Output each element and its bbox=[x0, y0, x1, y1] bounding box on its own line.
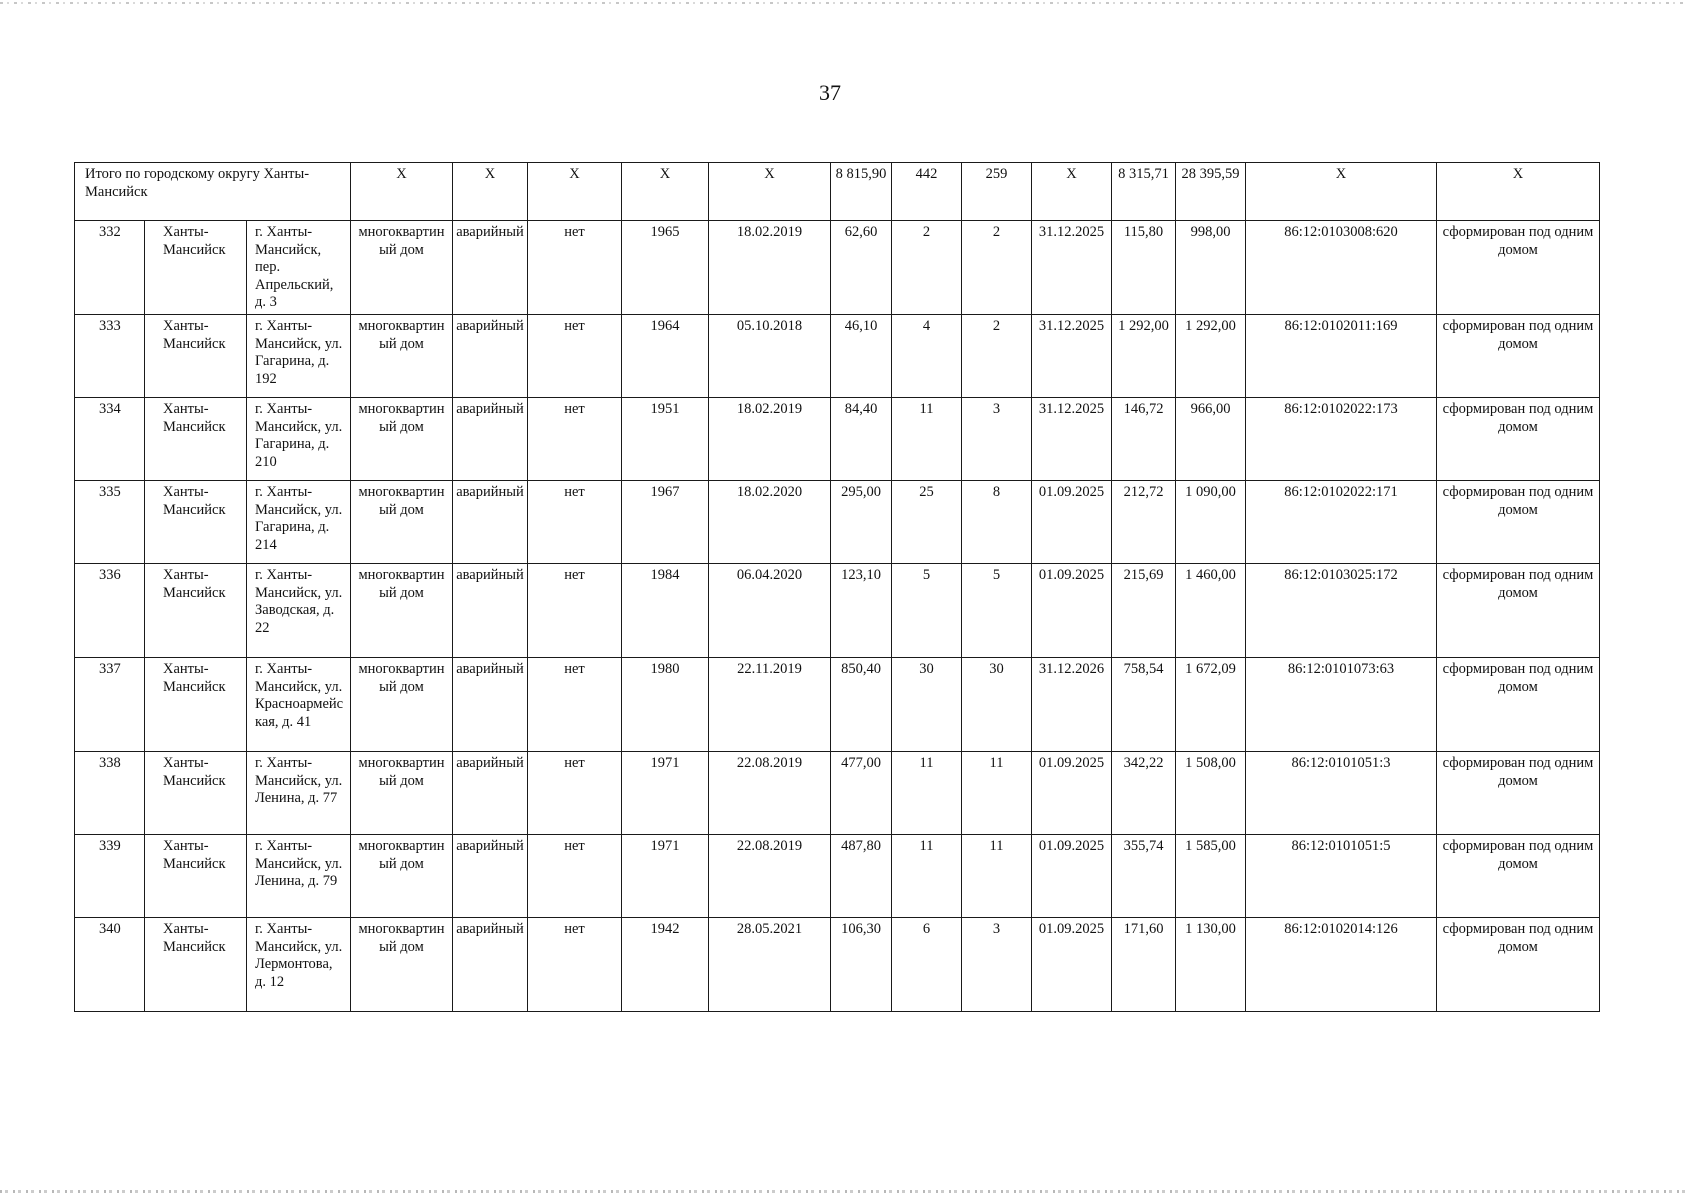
city-cell: Ханты-Мансийск bbox=[145, 315, 247, 398]
table-row bbox=[75, 752, 1600, 835]
city-cell: Ханты-Мансийск bbox=[145, 918, 247, 1012]
deadline-cell: 31.12.2025 bbox=[1032, 398, 1112, 481]
residents-cell: 11 bbox=[892, 752, 962, 835]
city-cell: Ханты-Мансийск bbox=[145, 835, 247, 918]
cadastre-cell: 86:12:0102014:126 bbox=[1246, 918, 1437, 1012]
deadline-cell: 31.12.2025 bbox=[1032, 315, 1112, 398]
deadline-cell: 01.09.2025 bbox=[1032, 835, 1112, 918]
table-row bbox=[75, 315, 1600, 398]
address-cell: г. Ханты-Мансийск, ул. Лермонтова, д. 12 bbox=[247, 918, 351, 1012]
year-cell: 1971 bbox=[622, 752, 709, 835]
sum2-cell: 998,00 bbox=[1176, 221, 1246, 315]
status-cell: сформирован под одним домом bbox=[1437, 658, 1600, 752]
area-cell: 106,30 bbox=[831, 918, 892, 1012]
sum2-cell: 1 292,00 bbox=[1176, 315, 1246, 398]
table-row bbox=[75, 918, 1600, 1012]
scan-edge-bottom bbox=[0, 1190, 1686, 1193]
city-cell: Ханты-Мансийск bbox=[145, 658, 247, 752]
table-row bbox=[75, 835, 1600, 918]
cadastre-cell: 86:12:0102022:173 bbox=[1246, 398, 1437, 481]
sum1-cell: 212,72 bbox=[1112, 481, 1176, 564]
deadline-cell: 01.09.2025 bbox=[1032, 752, 1112, 835]
date-cell: 18.02.2019 bbox=[709, 221, 831, 315]
total-sum1: 8 315,71 bbox=[1112, 163, 1176, 221]
date-cell: 06.04.2020 bbox=[709, 564, 831, 658]
area-cell: 62,60 bbox=[831, 221, 892, 315]
residents-cell: 6 bbox=[892, 918, 962, 1012]
deadline-cell: 01.09.2025 bbox=[1032, 564, 1112, 658]
state-cell: аварийный bbox=[453, 835, 528, 918]
year-cell: 1967 bbox=[622, 481, 709, 564]
address-cell: г. Ханты-Мансийск, ул. Ленина, д. 79 bbox=[247, 835, 351, 918]
status-cell: сформирован под одним домом bbox=[1437, 918, 1600, 1012]
state-cell: аварийный bbox=[453, 315, 528, 398]
status-cell: сформирован под одним домом bbox=[1437, 398, 1600, 481]
area-cell: 46,10 bbox=[831, 315, 892, 398]
date-cell: 28.05.2021 bbox=[709, 918, 831, 1012]
sum2-cell: 966,00 bbox=[1176, 398, 1246, 481]
city-cell: Ханты-Мансийск bbox=[145, 398, 247, 481]
year-cell: 1951 bbox=[622, 398, 709, 481]
cadastre-cell: 86:12:0101051:3 bbox=[1246, 752, 1437, 835]
flag-cell: нет bbox=[528, 398, 622, 481]
deadline-cell: 31.12.2025 bbox=[1032, 221, 1112, 315]
state-cell: аварийный bbox=[453, 918, 528, 1012]
rooms-cell: 11 bbox=[962, 835, 1032, 918]
area-cell: 477,00 bbox=[831, 752, 892, 835]
cadastre-cell: 86:12:0103025:172 bbox=[1246, 564, 1437, 658]
residents-cell: 11 bbox=[892, 835, 962, 918]
flag-cell: нет bbox=[528, 752, 622, 835]
state-cell: аварийный bbox=[453, 752, 528, 835]
year-cell: 1964 bbox=[622, 315, 709, 398]
table-row bbox=[75, 398, 1600, 481]
residents-cell: 11 bbox=[892, 398, 962, 481]
state-cell: аварийный bbox=[453, 481, 528, 564]
total-label: Итого по городскому округу Ханты-Мансийск bbox=[75, 163, 351, 221]
flag-cell: нет bbox=[528, 658, 622, 752]
rooms-cell: 2 bbox=[962, 315, 1032, 398]
date-cell: 22.11.2019 bbox=[709, 658, 831, 752]
residents-cell: 2 bbox=[892, 221, 962, 315]
state-cell: аварийный bbox=[453, 221, 528, 315]
row-number: 335 bbox=[75, 481, 145, 564]
city-cell: Ханты-Мансийск bbox=[145, 221, 247, 315]
flag-cell: нет bbox=[528, 918, 622, 1012]
address-cell: г. Ханты-Мансийск, ул. Ленина, д. 77 bbox=[247, 752, 351, 835]
area-cell: 487,80 bbox=[831, 835, 892, 918]
state-cell: аварийный bbox=[453, 398, 528, 481]
deadline-cell: 31.12.2026 bbox=[1032, 658, 1112, 752]
rooms-cell: 11 bbox=[962, 752, 1032, 835]
total-residents: 442 bbox=[892, 163, 962, 221]
year-cell: 1984 bbox=[622, 564, 709, 658]
building-type-cell: многоквартиный дом bbox=[351, 398, 453, 481]
table-row bbox=[75, 564, 1600, 658]
area-cell: 123,10 bbox=[831, 564, 892, 658]
flag-cell: нет bbox=[528, 315, 622, 398]
total-cell: Х bbox=[528, 163, 622, 221]
state-cell: аварийный bbox=[453, 564, 528, 658]
rooms-cell: 8 bbox=[962, 481, 1032, 564]
city-cell: Ханты-Мансийск bbox=[145, 564, 247, 658]
status-cell: сформирован под одним домом bbox=[1437, 481, 1600, 564]
total-cell: Х bbox=[1032, 163, 1112, 221]
total-cell: Х bbox=[1437, 163, 1600, 221]
year-cell: 1980 bbox=[622, 658, 709, 752]
sum1-cell: 1 292,00 bbox=[1112, 315, 1176, 398]
sum1-cell: 146,72 bbox=[1112, 398, 1176, 481]
sum1-cell: 171,60 bbox=[1112, 918, 1176, 1012]
table-row bbox=[75, 658, 1600, 752]
address-cell: г. Ханты-Мансийск, ул. Гагарина, д. 214 bbox=[247, 481, 351, 564]
row-number: 339 bbox=[75, 835, 145, 918]
total-cell: Х bbox=[622, 163, 709, 221]
deadline-cell: 01.09.2025 bbox=[1032, 481, 1112, 564]
date-cell: 18.02.2019 bbox=[709, 398, 831, 481]
status-cell: сформирован под одним домом bbox=[1437, 835, 1600, 918]
address-cell: г. Ханты-Мансийск, ул. Гагарина, д. 192 bbox=[247, 315, 351, 398]
rooms-cell: 30 bbox=[962, 658, 1032, 752]
residents-cell: 4 bbox=[892, 315, 962, 398]
area-cell: 295,00 bbox=[831, 481, 892, 564]
sum1-cell: 355,74 bbox=[1112, 835, 1176, 918]
year-cell: 1965 bbox=[622, 221, 709, 315]
building-type-cell: многоквартиный дом bbox=[351, 221, 453, 315]
flag-cell: нет bbox=[528, 835, 622, 918]
flag-cell: нет bbox=[528, 564, 622, 658]
row-number: 332 bbox=[75, 221, 145, 315]
flag-cell: нет bbox=[528, 221, 622, 315]
city-cell: Ханты-Мансийск bbox=[145, 481, 247, 564]
flag-cell: нет bbox=[528, 481, 622, 564]
sum2-cell: 1 585,00 bbox=[1176, 835, 1246, 918]
sum2-cell: 1 460,00 bbox=[1176, 564, 1246, 658]
date-cell: 18.02.2020 bbox=[709, 481, 831, 564]
deadline-cell: 01.09.2025 bbox=[1032, 918, 1112, 1012]
row-number: 337 bbox=[75, 658, 145, 752]
building-type-cell: многоквартиный дом bbox=[351, 315, 453, 398]
address-cell: г. Ханты-Мансийск, ул. Заводская, д. 22 bbox=[247, 564, 351, 658]
sum2-cell: 1 130,00 bbox=[1176, 918, 1246, 1012]
cadastre-cell: 86:12:0102022:171 bbox=[1246, 481, 1437, 564]
date-cell: 22.08.2019 bbox=[709, 835, 831, 918]
total-area: 8 815,90 bbox=[831, 163, 892, 221]
status-cell: сформирован под одним домом bbox=[1437, 752, 1600, 835]
sum1-cell: 215,69 bbox=[1112, 564, 1176, 658]
sum2-cell: 1 090,00 bbox=[1176, 481, 1246, 564]
sum1-cell: 758,54 bbox=[1112, 658, 1176, 752]
total-row bbox=[75, 163, 1600, 221]
building-type-cell: многоквартиный дом bbox=[351, 564, 453, 658]
row-number: 336 bbox=[75, 564, 145, 658]
address-cell: г. Ханты-Мансийск, ул. Красноармейская, д. 41 bbox=[247, 658, 351, 752]
sum2-cell: 1 672,09 bbox=[1176, 658, 1246, 752]
sum1-cell: 115,80 bbox=[1112, 221, 1176, 315]
registry-table bbox=[74, 162, 1600, 1012]
state-cell: аварийный bbox=[453, 658, 528, 752]
sum2-cell: 1 508,00 bbox=[1176, 752, 1246, 835]
status-cell: сформирован под одним домом bbox=[1437, 315, 1600, 398]
total-cell: Х bbox=[351, 163, 453, 221]
area-cell: 850,40 bbox=[831, 658, 892, 752]
cadastre-cell: 86:12:0102011:169 bbox=[1246, 315, 1437, 398]
date-cell: 05.10.2018 bbox=[709, 315, 831, 398]
scan-edge-top bbox=[0, 2, 1686, 4]
area-cell: 84,40 bbox=[831, 398, 892, 481]
rooms-cell: 3 bbox=[962, 398, 1032, 481]
residents-cell: 5 bbox=[892, 564, 962, 658]
total-sum2: 28 395,59 bbox=[1176, 163, 1246, 221]
rooms-cell: 2 bbox=[962, 221, 1032, 315]
date-cell: 22.08.2019 bbox=[709, 752, 831, 835]
cadastre-cell: 86:12:0101051:5 bbox=[1246, 835, 1437, 918]
total-cell: Х bbox=[1246, 163, 1437, 221]
year-cell: 1971 bbox=[622, 835, 709, 918]
row-number: 333 bbox=[75, 315, 145, 398]
building-type-cell: многоквартиный дом bbox=[351, 752, 453, 835]
building-type-cell: многоквартиный дом bbox=[351, 481, 453, 564]
address-cell: г. Ханты-Мансийск, пер. Апрельский, д. 3 bbox=[247, 221, 351, 315]
building-type-cell: многоквартиный дом bbox=[351, 918, 453, 1012]
residents-cell: 30 bbox=[892, 658, 962, 752]
building-type-cell: многоквартиный дом bbox=[351, 835, 453, 918]
row-number: 338 bbox=[75, 752, 145, 835]
total-rooms: 259 bbox=[962, 163, 1032, 221]
total-cell: Х bbox=[709, 163, 831, 221]
table-row bbox=[75, 221, 1600, 315]
status-cell: сформирован под одним домом bbox=[1437, 564, 1600, 658]
building-type-cell: многоквартиный дом bbox=[351, 658, 453, 752]
page-number: 37 bbox=[819, 80, 841, 105]
rooms-cell: 5 bbox=[962, 564, 1032, 658]
sum1-cell: 342,22 bbox=[1112, 752, 1176, 835]
table-row bbox=[75, 481, 1600, 564]
row-number: 334 bbox=[75, 398, 145, 481]
year-cell: 1942 bbox=[622, 918, 709, 1012]
city-cell: Ханты-Мансийск bbox=[145, 752, 247, 835]
total-cell: Х bbox=[453, 163, 528, 221]
cadastre-cell: 86:12:0103008:620 bbox=[1246, 221, 1437, 315]
cadastre-cell: 86:12:0101073:63 bbox=[1246, 658, 1437, 752]
rooms-cell: 3 bbox=[962, 918, 1032, 1012]
residents-cell: 25 bbox=[892, 481, 962, 564]
row-number: 340 bbox=[75, 918, 145, 1012]
address-cell: г. Ханты-Мансийск, ул. Гагарина, д. 210 bbox=[247, 398, 351, 481]
status-cell: сформирован под одним домом bbox=[1437, 221, 1600, 315]
